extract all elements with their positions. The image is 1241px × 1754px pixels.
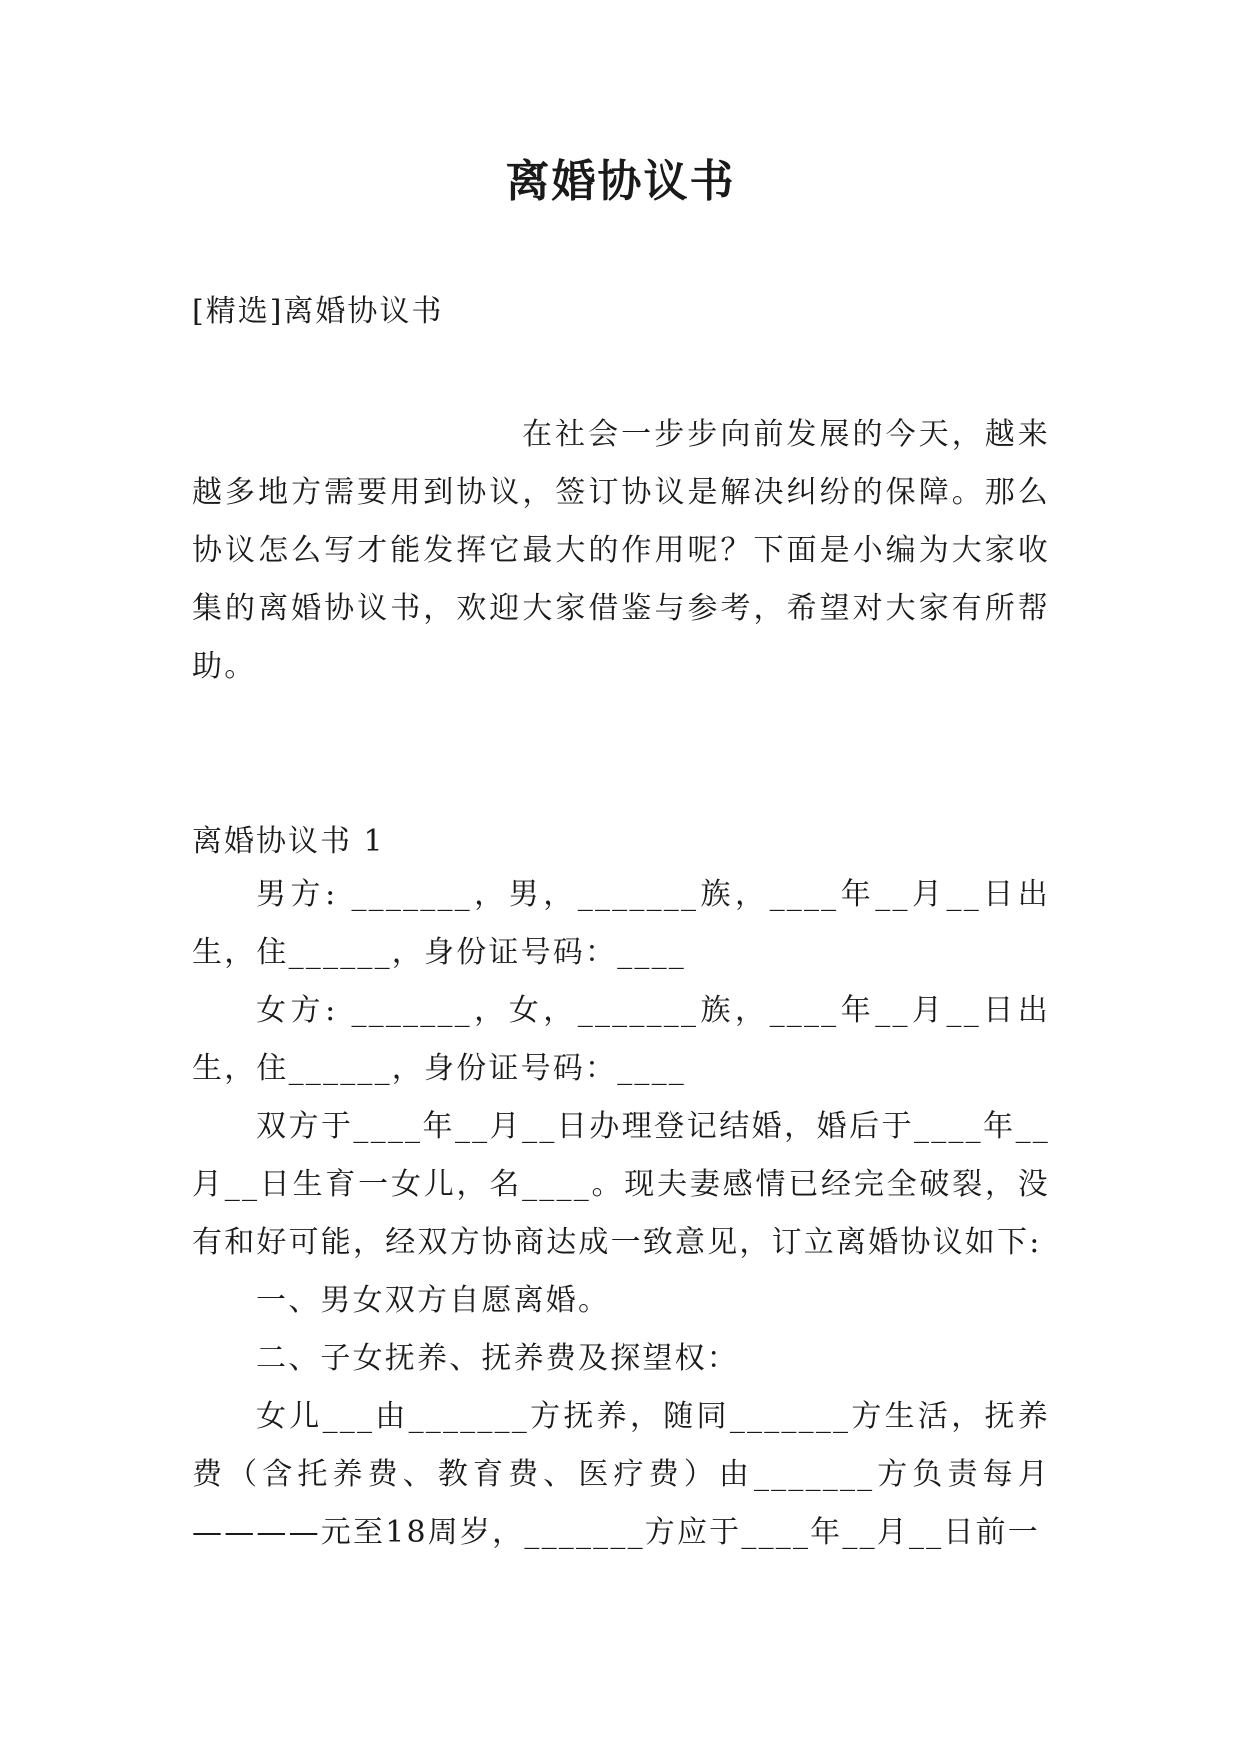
section-title: 离婚协议书 1 <box>192 824 385 859</box>
clause-female-party: 女方: _______，女，_______族，____年__月__日出生，住______，身份证号码：____ <box>192 993 1050 1086</box>
clause-child-custody: 女儿___由_______方抚养，随同_______方生活，抚养费（含托养费、教育费、医疗费）由_______方负责每月————元至18周岁，_______方应于____年__月__日前一 <box>192 1399 1050 1550</box>
agreement-clauses <box>192 866 1050 1562</box>
clause-item-2-heading: 二、子女抚养、抚养费及探望权： <box>256 1341 739 1376</box>
intro-paragraph: 在社会一步步向前发展的今天，越来越多地方需要用到协议，签订协议是解决纠纷的保障。那么协议怎么写才能发挥它最大的作用呢？下面是小编为大家收集的离婚协议书，欢迎大家借鉴与参考，希望对大家有所帮助。 <box>192 417 1050 684</box>
clause-male-party: 男方: _______，男，_______族，____年__月__日出生，住______，身份证号码：____ <box>192 877 1050 970</box>
clause-marriage-statement: 双方于____年__月__日办理登记结婚，婚后于____年__月__日生育一女儿，名____。现夫妻感情已经完全破裂，没有和好可能，经双方协商达成一致意见，订立离婚协议如下: <box>192 1109 1050 1260</box>
clause-item-1: 一、男女双方自愿离婚。 <box>256 1283 611 1318</box>
document-title: 离婚协议书 <box>505 156 736 207</box>
document-subtitle: [精选]离婚协议书 <box>192 294 444 329</box>
